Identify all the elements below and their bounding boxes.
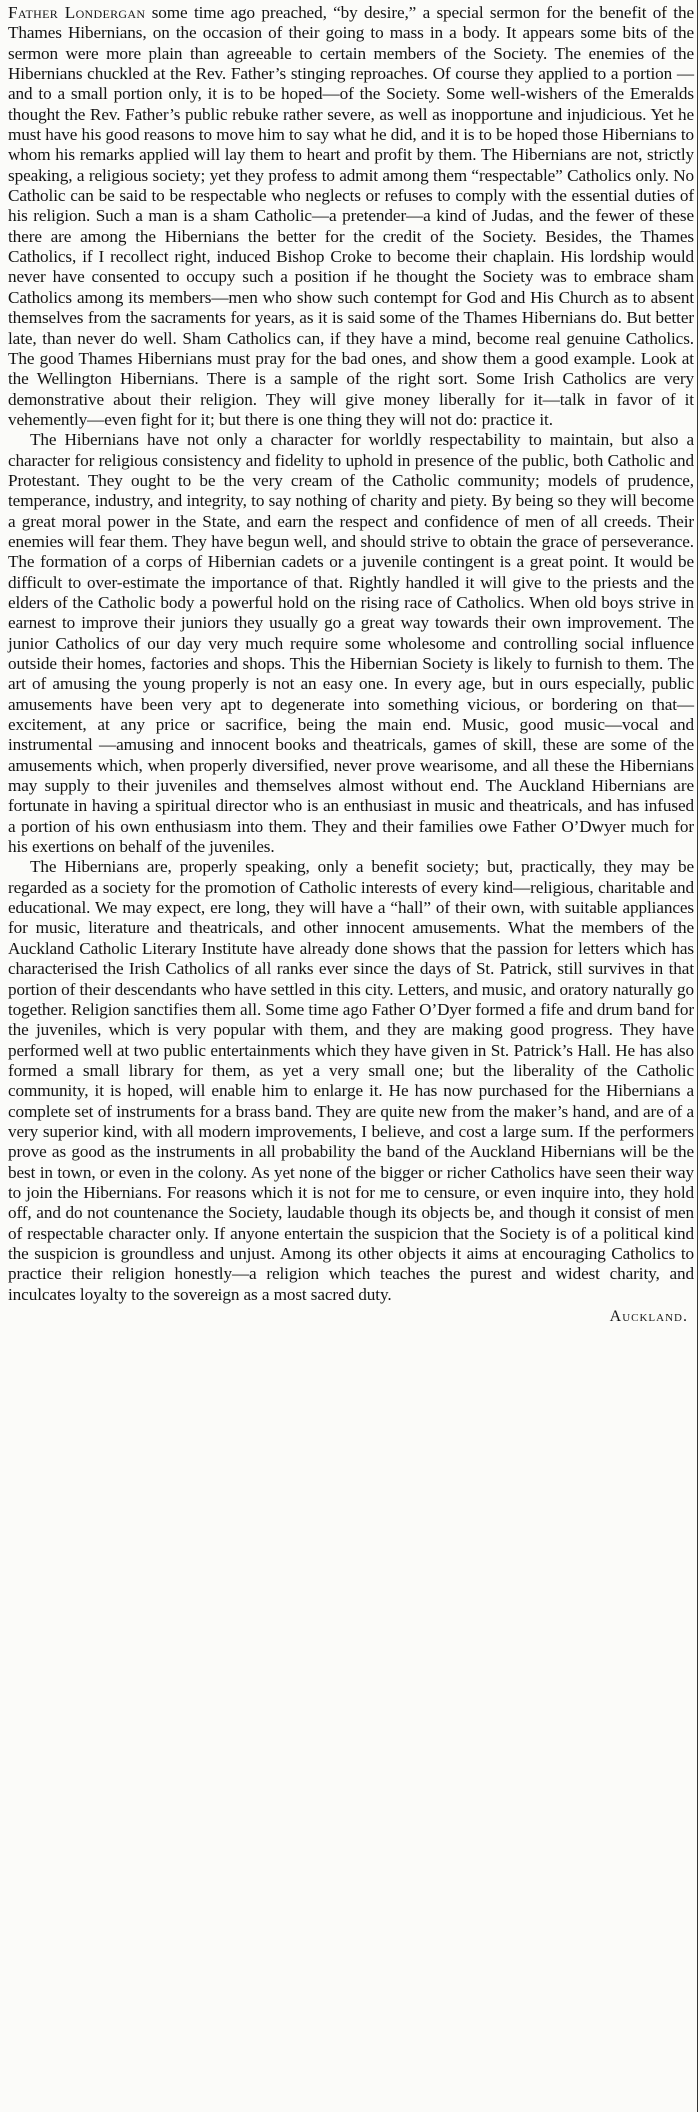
paragraph-3: The Hibernians are, properly speaking, only a benefit society; but, practically, they may be regarded as a society for the promotion of Catholic interests of every kind—religious, charitable and educational. We may expect, ere long, they will have a “hall” of their own, with suitable appliances for music, literature and theatricals, and other innocent amusements. What the members of the Auckland Catholic Literary Institute have already done shows that the passion for letters which has characterised the Irish Catholics of all ranks ever since the days of St. Patrick, still survives in that portion of their descendants who have settled in this city. Letters, and music, and oratory naturally go together. Religion sanctifies them all. Some time ago Father O’Dyer formed a fife and drum band for the juveniles, which is very popular with them, and they are making good progress. They have performed well at two public entertainments which they have given in St. Patrick’s Hall. He has also formed a small library for them, as yet a very small one; but the liberality of the Catholic community, it is hoped, will enable him to enlarge it. He has now purchased for the Hibernians a complete set of instruments for a brass band. They are quite new from the maker’s hand, and are of a very superior kind, with all modern improvements, I believe, and cost a large sum. If the performers prove as good as the instruments in all probability the band of the Auckland Hibernians will be the best in town, or even in the colony. As yet none of the bigger or richer Catholics have seen their way to join the Hibernians. For reasons which it is not for me to censure, or even inquire into, they hold off, and do not countenance the Society, laudable though its objects be, and though it consist of men of respectable character only. If anyone entertain the suspicion that the Society is of a political kind the suspicion is groundless and unjust. Among its other objects it aims at encouraging Catholics to practice their religion honestly—a religion which teaches the purest and widest charity, and inculcates loyalty to the sovereign as a most sacred duty. [8,857,694,1304]
article-signature: Auckland. [609,1308,688,1325]
paragraph-1-text: some time ago preached, “by desire,” a special sermon for the benefit of the Thames Hibernians, on the occasion of their going to mass in a body. It appears some bits of the sermon were more plain than agreeable to certain members of the Society. The enemies of the Hibernians chuckled at the Rev. Father’s stinging reproaches. Of course they applied to a portion —and to a small portion only, it is to be hoped—of the Society. Some well-wishers of the Emeralds thought the Rev. Father’s public rebuke rather severe, as well as inopportune and injudicious. Yet he must have his good reasons to move him to say what he did, and it is to be hoped those Hibernians to whom his remarks applied will lay them to heart and profit by them. The Hibernians are not, strictly speaking, a religious society; yet they profess to admit among them “respectable” Catholics only. No Catholic can be said to be respectable who neglects or refuses to comply with the essential duties of his religion. Such a man is a sham Catholic—a pretender—a kind of Judas, and the fewer of these there are among the Hibernians the better for the credit of the Society. Besides, the Thames Catholics, if I recollect right, induced Bishop Croke to become their chaplain. His lordship would never have consented to occupy such a position if he thought the Society was to embrace sham Catholics among its members—men who show such contempt for God and His Church as to absent themselves from the sacraments for years, as it is said some of the Thames Hibernians do. But better late, than never do well. Sham Catholics can, if they have a mind, become real genuine Catholics. The good Thames Hibernians must pray for the bad ones, and show them a good example. Look at the Wellington Hibernians. There is a sample of the right sort. Some Irish Catholics are very demonstrative about their religion. They will give money liberally for it—talk in favor of it vehemently—even fight for it; but there is one thing they will not do: practice it. [8,3,694,429]
article-lead-words: Father Londergan [8,3,146,22]
column-rule [697,0,698,2112]
paragraph-2: The Hibernians have not only a character for worldly respectability to maintain, but also a character for religious consistency and fidelity to uphold in presence of the public, both Catholic and Protestant. They ought to be the very cream of the Catholic community; models of prudence, temperance, industry, and integrity, to say nothing of charity and piety. By being so they will become a great moral power in the State, and earn the respect and confidence of men of all creeds. Their enemies will fear them. They have begun well, and should strive to obtain the grace of perseverance. The formation of a corps of Hibernian cadets or a juvenile contingent is a great point. It would be difficult to over-estimate the importance of that. Rightly handled it will give to the priests and the elders of the Catholic body a powerful hold on the rising race of Catholics. When old boys strive in earnest to improve their juniors they usually go a great way towards their own improvement. The junior Catholics of our day very much require some wholesome and controlling social influence outside their homes, factories and shops. This the Hibernian Society is likely to furnish to them. The art of amusing the young properly is not an easy one. In every age, but in ours especially, public amusements have been very apt to degenerate into something vicious, or bordering on that—excitement, at any price or sacrifice, being the main end. Music, good music—vocal and instrumental —amusing and innocent books and theatricals, games of skill, these are some of the amusements which, when properly diversified, never prove wearisome, and all these the Hibernians may supply to their juveniles and themselves almost without end. The Auckland Hibernians are fortunate in having a spiritual director who is an enthusiast in music and theatricals, and has infused a portion of his own enthusiasm into them. They and their families owe Father O’Dwyer much for his exertions on behalf of the juveniles. [8,430,694,857]
article-column [8,3,694,1327]
paragraph-1 [8,3,694,430]
